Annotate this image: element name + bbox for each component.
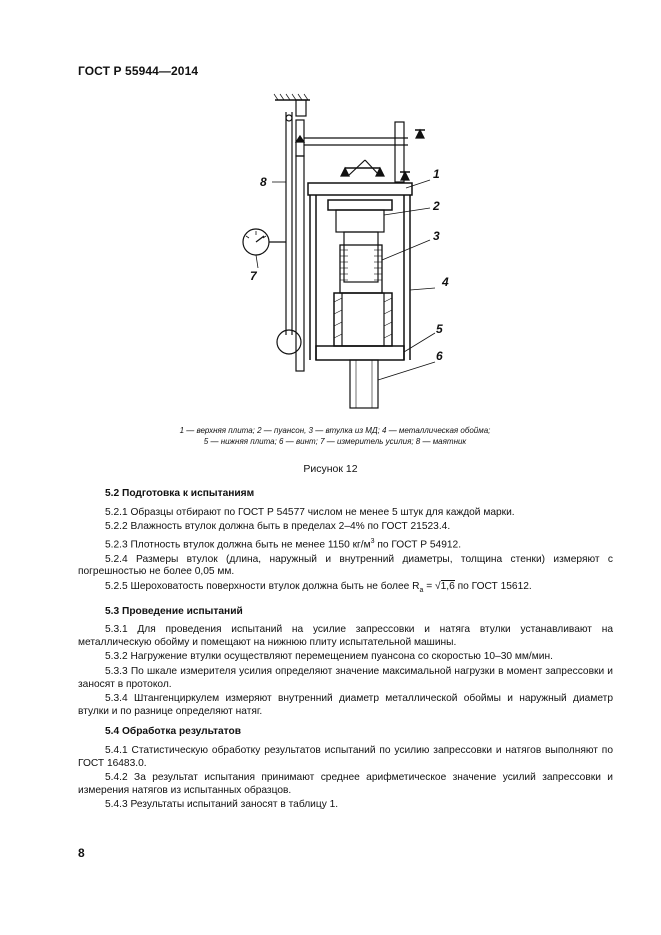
paragraph-5-2-1: 5.2.1 Образцы отбирают по ГОСТ Р 54577 числом не менее 5 штук для каждой марки. <box>105 506 515 518</box>
section-5-2-title: 5.2 Подготовка к испытаниям <box>105 488 255 499</box>
label-3: 3 <box>433 229 440 243</box>
paragraph-5-3-3: 5.3.3 По шкале измерителя усилия определяют значение максимальной нагрузки в момент запрессовки и заносят в протокол. <box>78 665 613 690</box>
paragraph-5-3-4: 5.3.4 Штангенциркулем измеряют внутренний диаметр металлической обоймы и наружный диаметр втулки и по разнице определяют натяг. <box>78 693 613 717</box>
paragraph-5-3-1: 5.3.1 Для проведения испытаний на усилие запрессовки и натяга втулки устанавливают на металлическую обойму и помещают на нижнюю плиту испытательной машины. <box>78 624 613 648</box>
section-5-3-title: 5.3 Проведение испытаний <box>105 605 243 617</box>
paragraph-5-2-4: 5.2.4 Размеры втулок (длина, наружный и внутренний диаметры, толщина стенки) измеряют с погрешностью не более 0,05 мм. <box>78 553 613 578</box>
p525-text-b: по ГОСТ 15612. <box>454 580 532 592</box>
page-number: 8 <box>78 846 85 860</box>
paragraph-5-3-2: 5.3.2 Нагружение втулки осуществляют перемещением пуансона со скоростью 10–30 мм/мин. <box>105 651 553 663</box>
test-machine-diagram <box>230 90 470 415</box>
p525-equals: = <box>423 580 436 592</box>
figure-title: Рисунок 12 <box>303 463 358 475</box>
document-header: ГОСТ Р 55944—2014 <box>78 64 199 78</box>
figure-legend-line-1: 1 — верхняя плита; 2 — пуансон, 3 — втулка из МД; 4 — металлическая обойма; <box>179 426 491 435</box>
document-body <box>78 488 613 814</box>
label-7: 7 <box>250 269 257 283</box>
figure-legend-line-2: 5 — нижняя плита; 6 — винт; 7 — измеритель усилия; 8 — маятник <box>203 437 467 446</box>
p525-text-a: 5.2.5 Шероховатость поверхности втулок должна быть не более R <box>105 580 420 592</box>
section-5-4-title: 5.4 Обработка результатов <box>105 726 242 738</box>
paragraph-5-4-3: 5.4.3 Результаты испытаний заносят в таблицу 1. <box>105 799 339 811</box>
paragraph-5-4-2: 5.4.2 За результат испытания принимают среднее арифметическое значение усилий запрессовки и измерения натягов из испытанных образцов. <box>78 772 613 796</box>
p523-text-a: 5.2.3 Плотность втулок должна быть не менее 1150 кг/м <box>105 539 371 551</box>
sqrt-icon: √ <box>435 580 441 592</box>
label-1: 1 <box>433 167 440 181</box>
label-8: 8 <box>260 175 267 189</box>
paragraph-5-2-2: 5.2.2 Влажность втулок должна быть в пределах 2–4% по ГОСТ 21523.4. <box>105 521 451 533</box>
paragraph-5-4-1: 5.4.1 Статистическую обработку результатов испытаний по усилию запрессовки и натягов выполняют по ГОСТ 16483.0. <box>78 744 613 769</box>
label-4: 4 <box>442 275 449 289</box>
p525-root-value: 1,6 <box>440 580 455 592</box>
paragraph-5-2-3 <box>78 536 613 552</box>
label-6: 6 <box>436 349 443 363</box>
label-2: 2 <box>433 199 440 213</box>
diagram-svg <box>230 90 470 415</box>
p525-subscript: a <box>419 586 424 594</box>
label-5: 5 <box>436 322 443 336</box>
p523-superscript: 3 <box>370 537 375 545</box>
p523-text-b: по ГОСТ Р 54912. <box>374 539 462 551</box>
paragraph-5-2-5 <box>78 581 613 598</box>
